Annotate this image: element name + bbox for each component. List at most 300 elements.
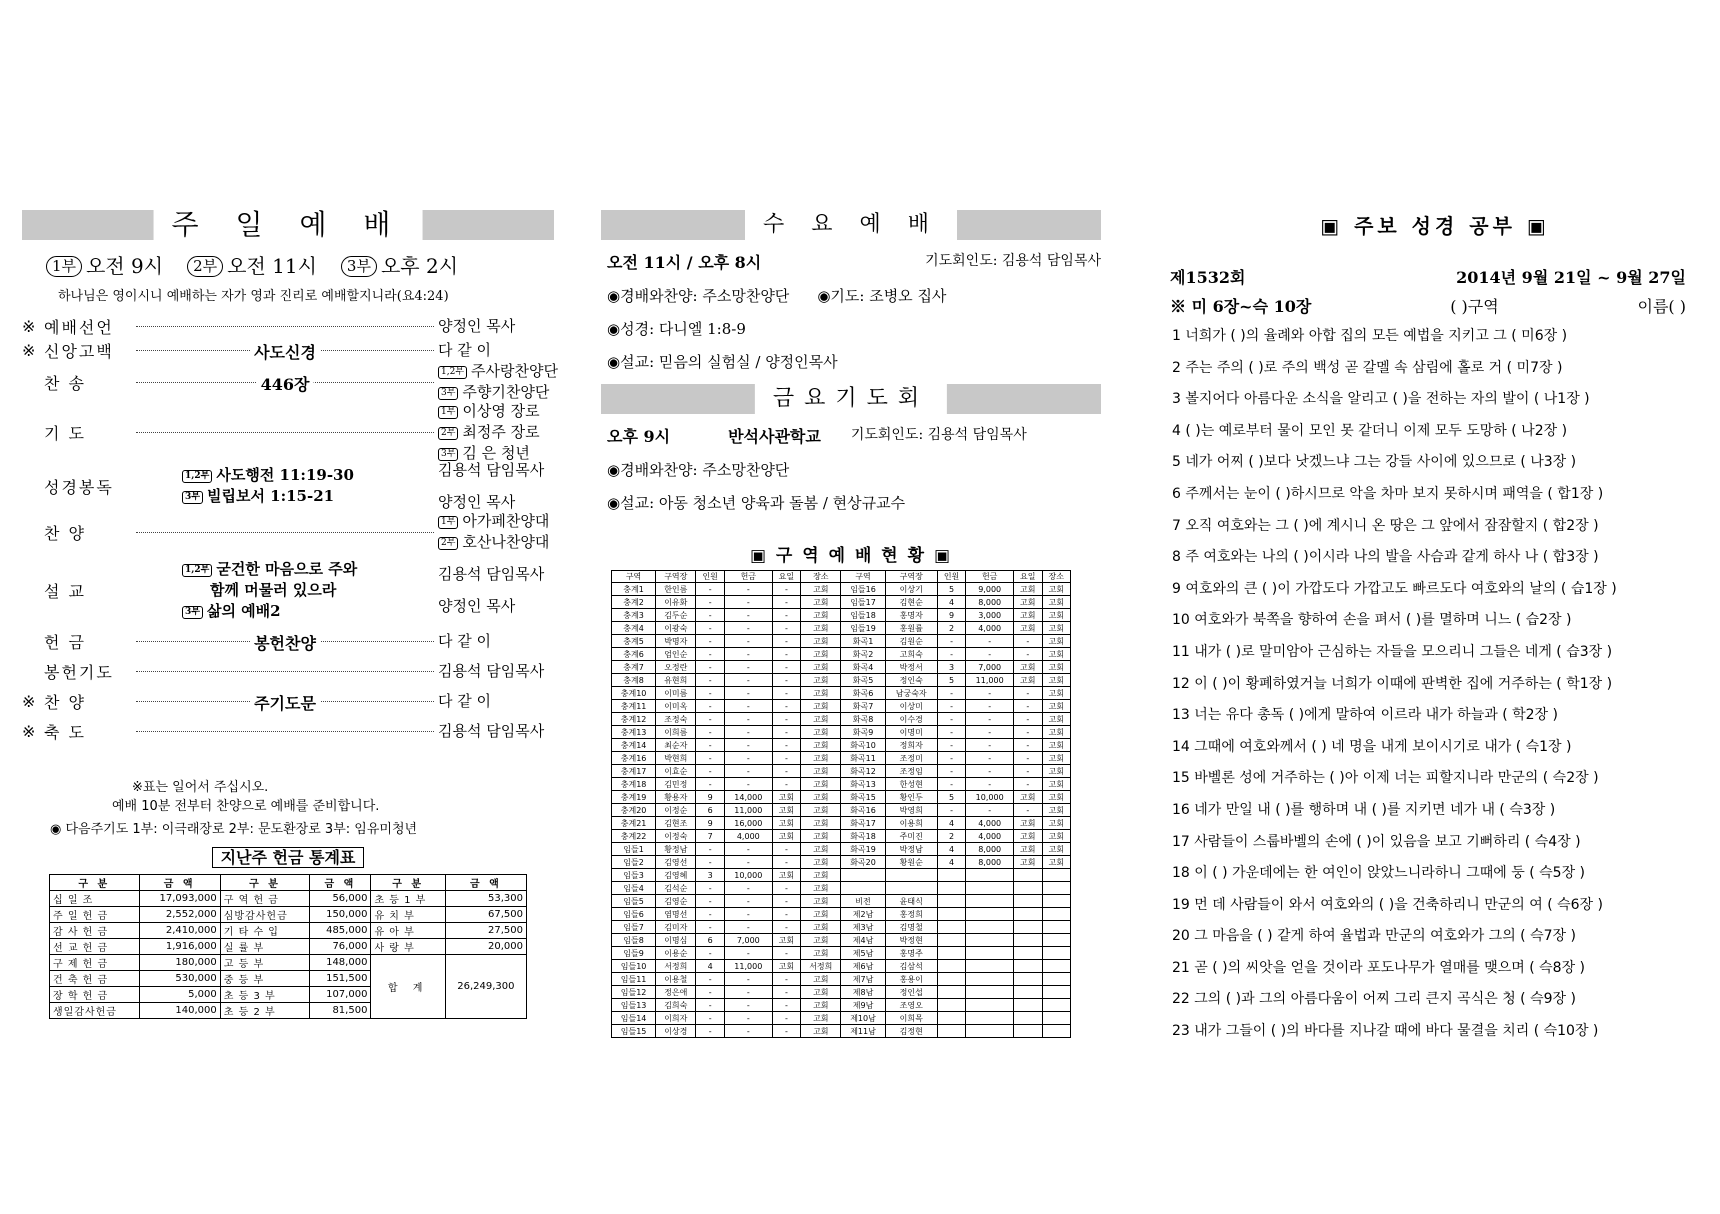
district-cell	[841, 882, 885, 895]
district-cell: -	[966, 752, 1014, 765]
district-cell: -	[724, 648, 772, 661]
offering-cell: 148,000	[310, 955, 371, 971]
district-cell: 임들8	[612, 934, 656, 947]
order-middle-line	[182, 559, 438, 580]
district-cell: 이희자	[656, 1012, 696, 1025]
district-cell: 제9남	[841, 999, 885, 1012]
district-title: ▣ 구 역 예 배 현 황 ▣	[749, 546, 953, 566]
district-cell: 9	[696, 817, 724, 830]
offering-cell: 2,552,000	[139, 907, 220, 923]
order-label: 찬 양	[44, 523, 86, 543]
district-cell: 서정희	[656, 960, 696, 973]
district-cell	[937, 986, 965, 999]
offering-header-row	[50, 875, 527, 891]
district-cell: 화곡17	[841, 817, 885, 830]
district-cell: -	[1014, 713, 1042, 726]
district-cell: 고회	[1014, 583, 1042, 596]
offering-cell: 2,410,000	[139, 923, 220, 939]
district-cell: -	[966, 687, 1014, 700]
offering-cell: 심방감사헌금	[220, 907, 310, 923]
order-right	[438, 454, 554, 518]
district-cell: 충계22	[612, 830, 656, 843]
question-item: 20 그 마음을 ( ) 같게 하여 율법과 만군의 여호와가 그의 ( 슥7장 )	[1172, 928, 1576, 945]
question-item: 23 내가 그들이 ( )의 바다를 지나갈 때에 바다 물결을 치리 ( 슥10장 )	[1172, 1023, 1599, 1040]
district-cell: 충계10	[612, 687, 656, 700]
district-cell: 고회	[801, 609, 841, 622]
wednesday-choir: ◉경배와찬양: 주소망찬양단	[607, 287, 790, 305]
district-cell: -	[772, 726, 800, 739]
district-cell: 이광숙	[656, 622, 696, 635]
offering-cell: 485,000	[310, 923, 371, 939]
district-cell: 고회	[1042, 817, 1071, 830]
district-row	[612, 895, 1071, 908]
district-cell	[937, 908, 965, 921]
district-cell: 고회	[1042, 687, 1071, 700]
order-right-item: 양정인 목사	[438, 597, 516, 615]
offering-cell: 십 일 조	[50, 891, 140, 907]
district-row	[612, 726, 1071, 739]
district-cell	[1042, 895, 1071, 908]
district-cell	[1014, 999, 1042, 1012]
district-cell: 3	[937, 661, 965, 674]
offering-header: 금 액	[445, 875, 526, 891]
order-right-text: 이상영 장로	[462, 401, 540, 420]
district-cell: -	[772, 1025, 800, 1038]
district-cell: -	[937, 804, 965, 817]
district-cell: 임들18	[841, 609, 885, 622]
district-cell	[1042, 1025, 1071, 1038]
order-right-item	[438, 361, 558, 382]
question-item: 3 볼지어다 아름다운 소식을 알리고 ( )을 전하는 자의 발이 ( 나1장 )	[1172, 391, 1590, 408]
district-cell: -	[696, 856, 724, 869]
district-cell: -	[696, 609, 724, 622]
order-middle-text: 빌립보서 1:15-21	[206, 487, 335, 505]
district-cell: 남궁숙자	[885, 687, 937, 700]
district-cell: 이상경	[656, 1025, 696, 1038]
district-cell: 유현희	[656, 674, 696, 687]
district-cell: 화곡16	[841, 804, 885, 817]
order-middle-line	[182, 486, 438, 507]
district-cell	[1042, 869, 1071, 882]
wednesday-banner	[601, 210, 1101, 240]
order-right-item	[438, 532, 554, 553]
district-row	[612, 869, 1071, 882]
district-cell: -	[772, 700, 800, 713]
district-cell: 충계6	[612, 648, 656, 661]
district-header: 인원	[696, 571, 724, 583]
leader-dots	[136, 326, 434, 327]
district-cell: -	[772, 609, 800, 622]
district-cell	[966, 973, 1014, 986]
offering-total: 26,249,300	[445, 955, 526, 1019]
district-cell: 8,000	[966, 596, 1014, 609]
district-cell: 고회	[801, 700, 841, 713]
note-prepare: 예배 10분 전부터 찬양으로 예배를 준비합니다.	[112, 799, 380, 814]
district-cell: 화곡12	[841, 765, 885, 778]
offering-cell: 1,916,000	[139, 939, 220, 955]
order-mark: ※	[22, 721, 36, 741]
service-times	[46, 250, 554, 279]
district-cell: -	[696, 739, 724, 752]
verse: 하나님은 영이시니 예배하는 자가 영과 진리로 예배할지니라(요4:24)	[58, 289, 449, 304]
district-cell: 고회	[772, 960, 800, 973]
district-cell: 고회	[801, 986, 841, 999]
leader-dots	[136, 731, 434, 732]
district-cell: 한인름	[656, 583, 696, 596]
district-cell: -	[772, 778, 800, 791]
district-cell: -	[772, 661, 800, 674]
order-right-item	[438, 422, 554, 443]
question-list	[1170, 321, 1700, 1048]
name-blank: 이름( )	[1637, 297, 1686, 316]
district-cell: 16,000	[724, 817, 772, 830]
wednesday-leader: 기도회인도: 김용석 담임목사	[925, 253, 1101, 269]
district-cell: 9	[937, 609, 965, 622]
district-cell	[1014, 1012, 1042, 1025]
order-label: 헌 금	[44, 632, 86, 652]
district-cell: -	[772, 739, 800, 752]
district-cell: 9	[696, 791, 724, 804]
district-cell: 충계12	[612, 713, 656, 726]
district-cell: 이미름	[656, 687, 696, 700]
district-cell: -	[724, 1025, 772, 1038]
offering-row	[50, 891, 527, 907]
district-cell	[1042, 947, 1071, 960]
offering-cell: 81,500	[310, 1003, 371, 1019]
order-middle-text: 봉헌찬양	[250, 631, 320, 654]
district-row	[612, 713, 1071, 726]
district-cell: 고회	[1042, 674, 1071, 687]
district-cell: 고회	[772, 817, 800, 830]
offering-total-label: 합 계	[371, 955, 445, 1019]
district-cell: 홍원률	[885, 622, 937, 635]
district-cell: -	[724, 583, 772, 596]
district-cell: 고회	[801, 635, 841, 648]
district-cell: 고회	[1014, 843, 1042, 856]
district-cell: -	[772, 713, 800, 726]
district-cell: 오정란	[656, 661, 696, 674]
district-cell: 김두순	[656, 609, 696, 622]
district-cell: 충계4	[612, 622, 656, 635]
district-cell: 고회	[1042, 726, 1071, 739]
order-middle	[132, 721, 438, 741]
district-cell: 고회	[801, 778, 841, 791]
district-cell: -	[772, 895, 800, 908]
district-cell: 제8남	[841, 986, 885, 999]
district-cell: -	[696, 661, 724, 674]
district-cell	[1042, 908, 1071, 921]
district-cell: -	[696, 999, 724, 1012]
district-cell: -	[772, 947, 800, 960]
order-right-item: 김용석 담임목사	[438, 461, 545, 479]
district-cell: 임들2	[612, 856, 656, 869]
district-cell: -	[696, 713, 724, 726]
district-cell: 7	[696, 830, 724, 843]
district-cell: 10,000	[724, 869, 772, 882]
leader-dots	[136, 671, 434, 672]
offering-cell: 유 치 부	[371, 907, 445, 923]
district-cell: -	[724, 856, 772, 869]
district-cell	[885, 882, 937, 895]
district-cell: -	[772, 999, 800, 1012]
district-cell: -	[966, 739, 1014, 752]
order-row	[22, 686, 554, 716]
district-cell	[1014, 882, 1042, 895]
district-cell: -	[966, 700, 1014, 713]
district-cell	[1014, 908, 1042, 921]
district-row	[612, 635, 1071, 648]
district-cell: 이정숙	[656, 830, 696, 843]
wednesday-title: 수 요 예 배	[745, 210, 957, 240]
wednesday-prayer: ◉기도: 조병오 집사	[817, 287, 947, 305]
district-cell: 임들12	[612, 986, 656, 999]
district-cell: 충계1	[612, 583, 656, 596]
offering-cell: 5,000	[139, 987, 220, 1003]
offering-cell: 180,000	[139, 955, 220, 971]
district-row	[612, 687, 1071, 700]
district-cell: 6	[696, 804, 724, 817]
friday-sermon: ◉설교: 아동 청소년 양육과 돌봄 / 현상규교수	[607, 494, 906, 512]
district-header-row	[612, 571, 1071, 583]
offering-cell: 140,000	[139, 1003, 220, 1019]
district-cell: 화곡4	[841, 661, 885, 674]
district-cell: -	[696, 765, 724, 778]
district-cell: 고회	[1042, 752, 1071, 765]
issue-dates: 2014년 9월 21일 ~ 9월 27일	[1456, 268, 1686, 287]
district-cell: 고회	[801, 804, 841, 817]
offering-title: 지난주 헌금 통계표	[212, 847, 365, 868]
service-time-2: 2부 오전 11시	[187, 250, 317, 279]
order-label: 찬 송	[44, 373, 86, 393]
district-cell: 고회	[801, 856, 841, 869]
offering-cell: 151,500	[310, 971, 371, 987]
district-cell: -	[1014, 726, 1042, 739]
district-cell: 고회	[801, 999, 841, 1012]
district-cell: 고회	[1014, 596, 1042, 609]
order-row	[22, 314, 554, 338]
district-cell	[1014, 934, 1042, 947]
district-cell: -	[724, 908, 772, 921]
district-cell: 고회	[801, 765, 841, 778]
district-cell: 박명자	[656, 635, 696, 648]
order-row	[22, 626, 554, 656]
district-cell: 임들7	[612, 921, 656, 934]
question-item: 18 이 ( ) 가운데에는 한 여인이 앉았느니라하니 그때에 둥 ( 슥5장 )	[1172, 865, 1586, 882]
wednesday-time: 오전 11시 / 오후 8시	[607, 253, 762, 272]
order-label: 신앙고백	[44, 341, 114, 361]
order-middle	[132, 559, 438, 622]
offering-header: 금 액	[310, 875, 371, 891]
district-cell: -	[696, 908, 724, 921]
district-cell	[966, 1012, 1014, 1025]
district-cell: 고회	[1042, 778, 1071, 791]
sunday-column	[22, 208, 558, 1019]
district-cell: 임들14	[612, 1012, 656, 1025]
district-cell: -	[724, 778, 772, 791]
district-cell: 화곡13	[841, 778, 885, 791]
district-cell: 충계8	[612, 674, 656, 687]
district-cell: 2	[937, 622, 965, 635]
order-label: 찬 양	[44, 692, 86, 712]
district-row	[612, 830, 1071, 843]
district-row	[612, 843, 1071, 856]
friday-time: 오후 9시	[607, 427, 671, 446]
district-cell: 김명철	[885, 921, 937, 934]
question-item: 12 이 ( )이 황폐하였거늘 너희가 이때에 판벽한 집에 거주하는 ( 학1장 )	[1172, 675, 1613, 692]
district-cell: -	[1014, 739, 1042, 752]
district-cell	[966, 960, 1014, 973]
district-cell: 임들6	[612, 908, 656, 921]
district-cell: -	[724, 674, 772, 687]
district-row	[612, 986, 1071, 999]
order-right	[438, 511, 554, 553]
district-cell: 4,000	[724, 830, 772, 843]
district-cell: 고회	[1042, 635, 1071, 648]
offering-cell: 초 등 3 부	[220, 987, 310, 1003]
district-cell: 주미진	[885, 830, 937, 843]
district-cell	[1042, 1012, 1071, 1025]
order-mark: ※	[22, 340, 36, 360]
district-cell: 윤태식	[885, 895, 937, 908]
district-cell: 이정순	[656, 804, 696, 817]
question-item: 8 주 여호와는 나의 ( )이시라 나의 발을 사슴과 같게 하사 나 ( 합3장 )	[1172, 549, 1599, 566]
offering-cell: 초 등 2 부	[220, 1003, 310, 1019]
district-cell: 충계18	[612, 778, 656, 791]
district-cell: -	[696, 726, 724, 739]
part-tag: 1,2부	[438, 366, 467, 379]
order-label: 봉헌기도	[44, 662, 114, 682]
district-cell: 김원순	[885, 635, 937, 648]
district-row	[612, 622, 1071, 635]
part-tag: 2부	[438, 427, 458, 440]
order-middle	[132, 522, 438, 542]
order-right-text: 아가페찬양대	[462, 512, 550, 530]
district-row	[612, 817, 1071, 830]
part-tag: 3부	[438, 448, 458, 461]
district-cell: -	[772, 843, 800, 856]
offering-cell: 중 등 부	[220, 971, 310, 987]
district-row	[612, 999, 1071, 1012]
district-row	[612, 648, 1071, 661]
district-table	[611, 570, 1071, 1038]
district-cell: -	[966, 726, 1014, 739]
district-cell: 고회	[801, 713, 841, 726]
question-item: 17 사람들이 스룹바벨의 손에 ( )이 있음을 보고 기뻐하리 ( 슥4장 )	[1172, 833, 1581, 850]
district-cell: 홍정희	[885, 908, 937, 921]
district-cell: 조정임	[885, 765, 937, 778]
district-cell: -	[772, 973, 800, 986]
district-cell: -	[724, 739, 772, 752]
district-cell: 김석순	[656, 882, 696, 895]
district-cell: 최순자	[656, 739, 696, 752]
district-cell	[937, 869, 965, 882]
district-cell: 고회	[1014, 830, 1042, 843]
offering-cell: 76,000	[310, 939, 371, 955]
district-cell: 고회	[1042, 804, 1071, 817]
district-cell	[966, 934, 1014, 947]
district-cell: 박정서	[885, 661, 937, 674]
district-cell: -	[724, 752, 772, 765]
district-cell: 제6남	[841, 960, 885, 973]
district-cell	[1014, 986, 1042, 999]
district-cell: 화곡19	[841, 843, 885, 856]
district-cell	[966, 921, 1014, 934]
question-item: 22 그의 ( )과 그의 아름다움이 어찌 그리 큰지 곡식은 청 ( 슥9장 )	[1172, 991, 1576, 1008]
district-cell: 제10남	[841, 1012, 885, 1025]
district-cell	[1014, 973, 1042, 986]
district-cell: 충계5	[612, 635, 656, 648]
district-cell: 김삼석	[885, 960, 937, 973]
district-cell: 고회	[1014, 674, 1042, 687]
district-cell: 5	[937, 583, 965, 596]
district-cell	[966, 895, 1014, 908]
district-cell: -	[772, 908, 800, 921]
district-cell: 이유화	[656, 596, 696, 609]
district-cell: -	[1014, 752, 1042, 765]
district-cell: -	[724, 973, 772, 986]
district-cell: 3	[696, 869, 724, 882]
offering-cell: 530,000	[139, 971, 220, 987]
district-cell: 충계11	[612, 700, 656, 713]
district-cell	[1042, 882, 1071, 895]
order-right-item: 다 같 이	[438, 340, 492, 359]
worship-order	[22, 314, 558, 746]
district-cell: 김영혜	[656, 869, 696, 882]
district-cell: 김희숙	[656, 999, 696, 1012]
offering-cell: 유 아 부	[371, 923, 445, 939]
district-row	[612, 908, 1071, 921]
district-cell: 고회	[801, 934, 841, 947]
order-middle-text: 446장	[257, 372, 314, 395]
offering-cell: 고 등 부	[220, 955, 310, 971]
district-cell: -	[696, 635, 724, 648]
order-row	[22, 656, 554, 686]
order-right-item	[438, 511, 554, 532]
district-row	[612, 1012, 1071, 1025]
part-tag: 1부	[438, 516, 458, 529]
district-cell: -	[1014, 778, 1042, 791]
district-cell	[1042, 934, 1071, 947]
district-row	[612, 661, 1071, 674]
district-cell: 4,000	[966, 830, 1014, 843]
district-cell: -	[696, 921, 724, 934]
district-cell	[937, 1025, 965, 1038]
question-item: 13 너는 유다 총독 ( )에게 말하여 이르라 내가 하늘과 ( 학2장 )	[1172, 707, 1558, 724]
district-cell: 고회	[1042, 622, 1071, 635]
district-cell: 이희목	[885, 1012, 937, 1025]
district-cell: 충계13	[612, 726, 656, 739]
friday-title: 금요기도회	[755, 384, 947, 414]
district-cell: 고회	[1014, 661, 1042, 674]
district-cell: 11,000	[724, 960, 772, 973]
district-row	[612, 934, 1071, 947]
district-cell: 화곡7	[841, 700, 885, 713]
district-cell: -	[724, 921, 772, 934]
district-cell: 고회	[801, 583, 841, 596]
offering-cell: 생일감사헌금	[50, 1003, 140, 1019]
district-cell: -	[772, 921, 800, 934]
district-cell: 고회	[801, 882, 841, 895]
district-cell: 조정미	[885, 752, 937, 765]
offering-cell: 초 등 1 부	[371, 891, 445, 907]
district-cell: 고회	[801, 817, 841, 830]
district-row	[612, 609, 1071, 622]
district-cell: 화곡18	[841, 830, 885, 843]
order-row	[22, 716, 554, 746]
district-cell: 화곡9	[841, 726, 885, 739]
order-middle-line	[182, 601, 438, 622]
district-cell: -	[724, 661, 772, 674]
